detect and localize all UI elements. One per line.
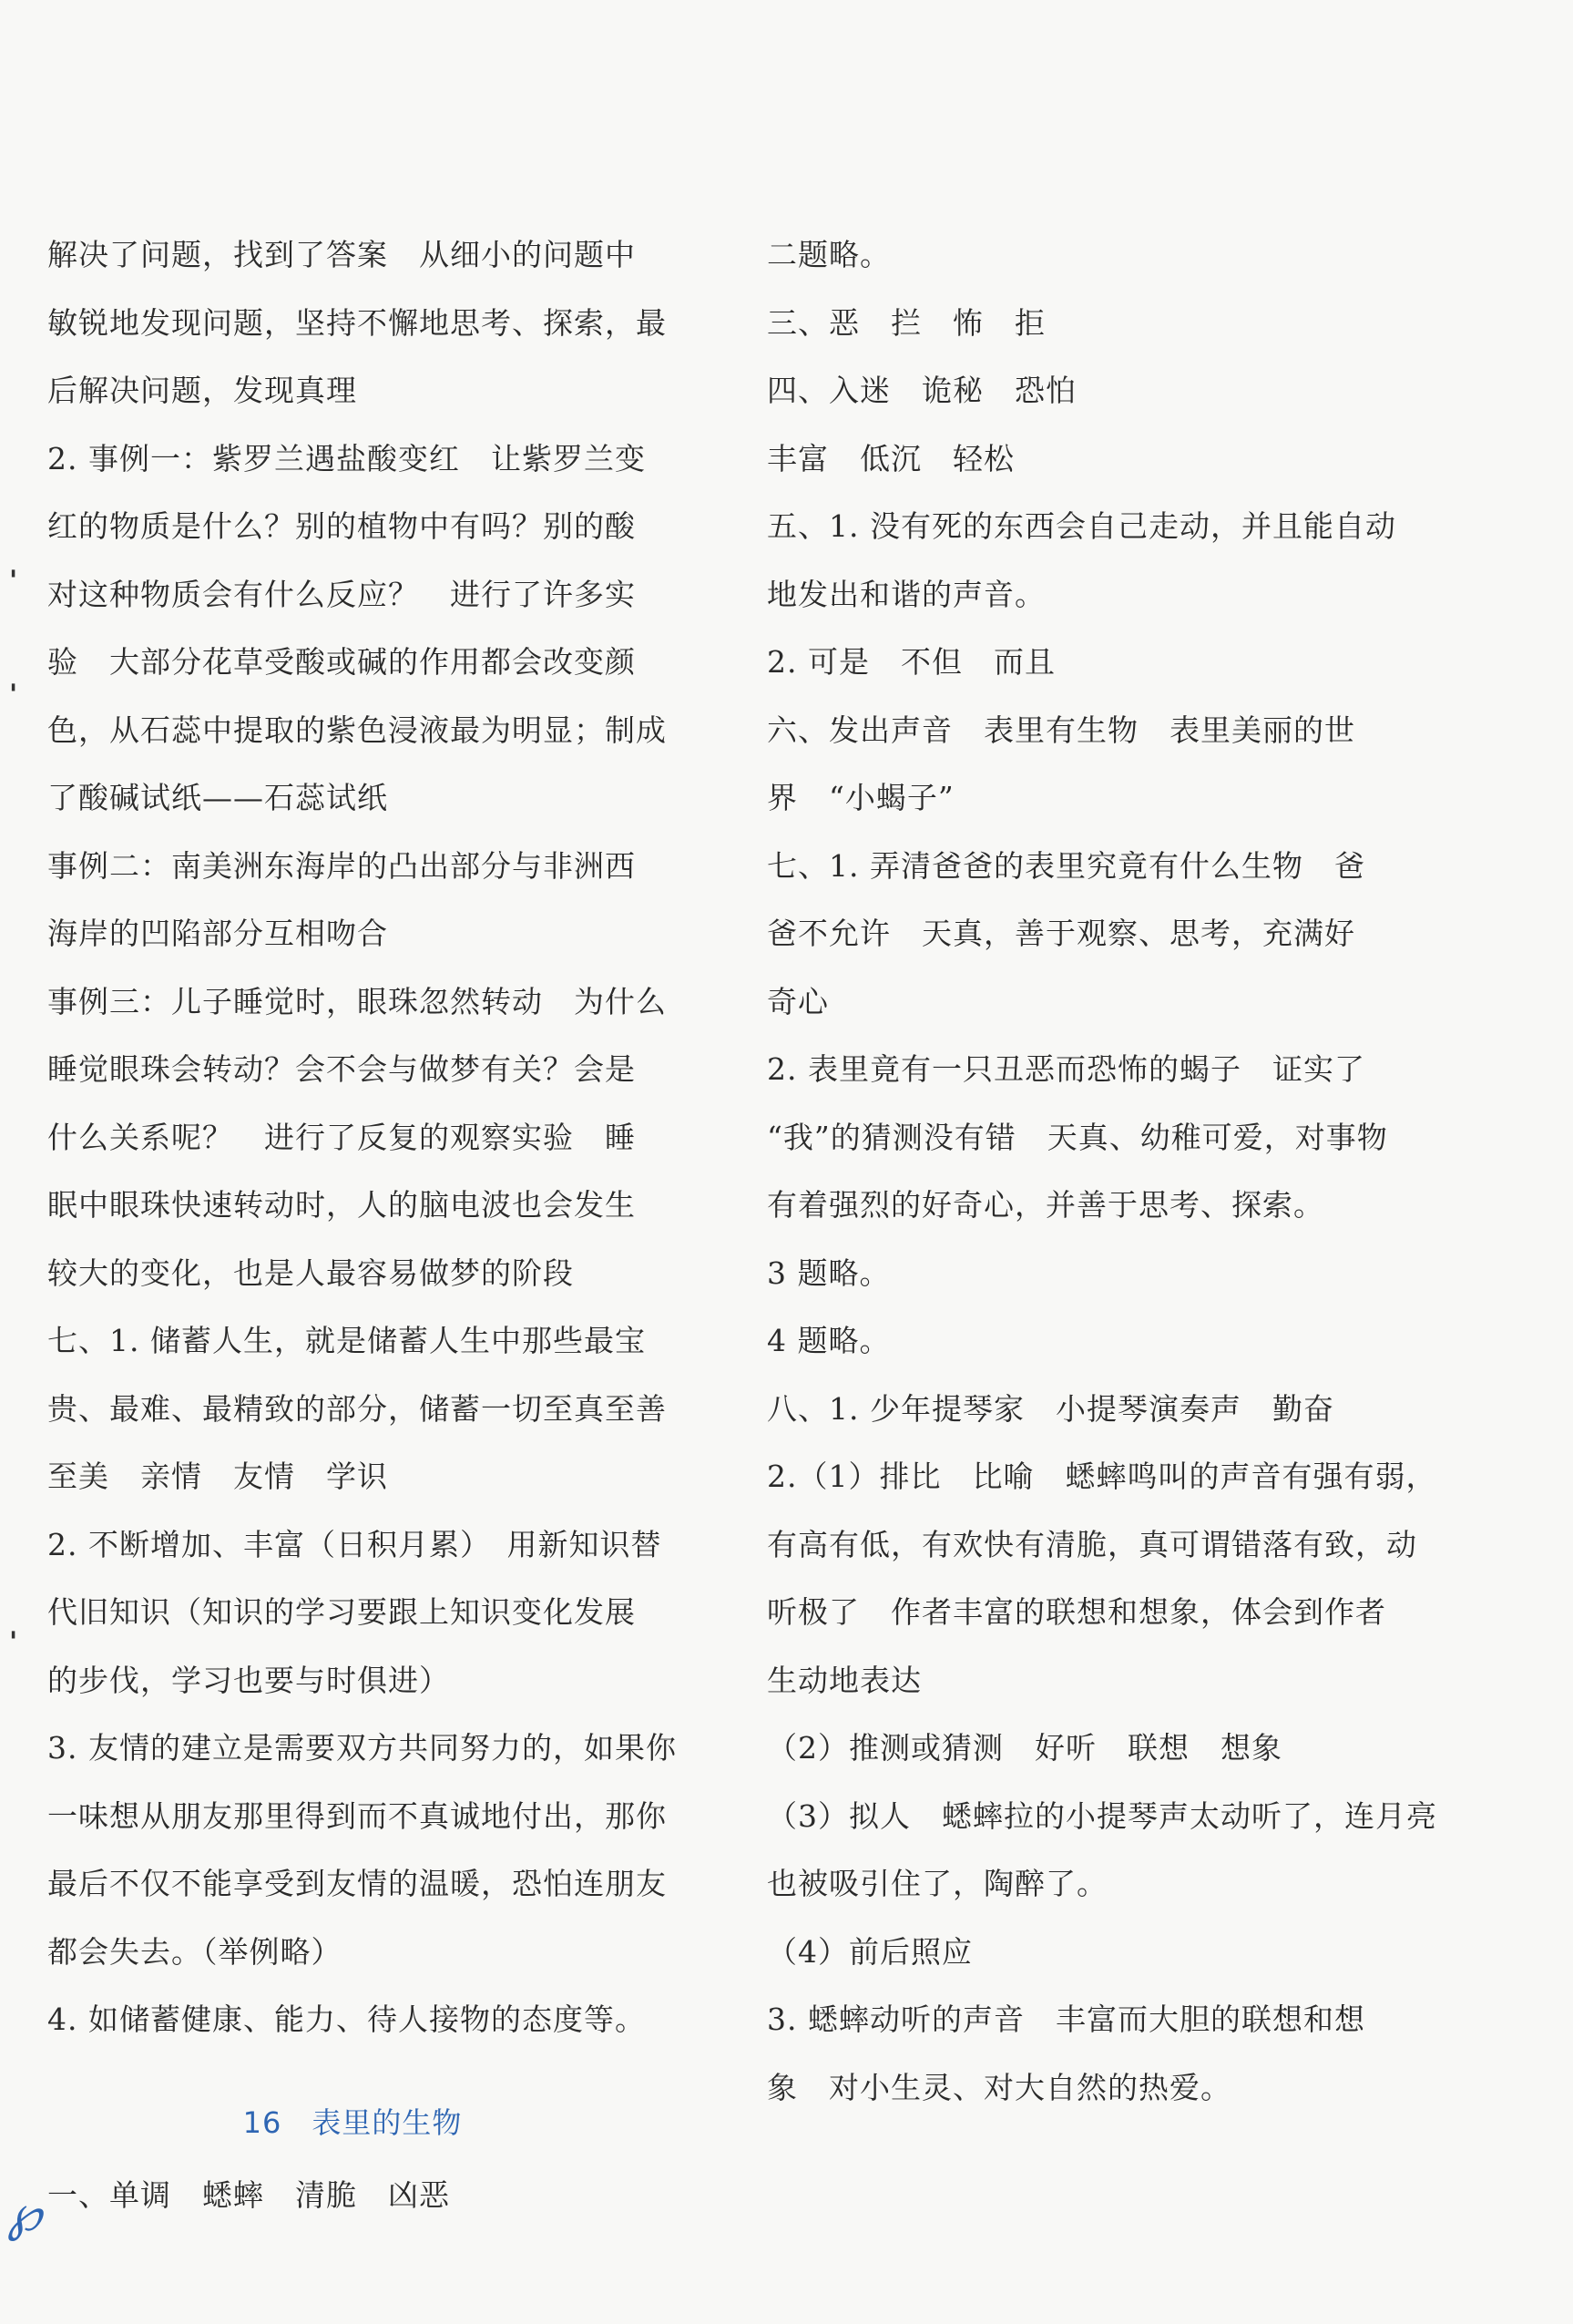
text-line: 睡觉眼珠会转动？会不会与做梦有关？会是 (47, 1051, 636, 1087)
text-line: 3. 蟋蟀动听的声音 丰富而大胆的联想和想 (767, 2002, 1365, 2037)
text-line: 的步伐，学习也要与时俱进） (47, 1662, 450, 1698)
text-line: 4. 如储蓄健康、能力、待人接物的态度等。 (47, 2002, 646, 2037)
text-line: 奇心 (767, 983, 829, 1019)
text-line: 事例三：儿子睡觉时，眼珠忽然转动 为什么 (47, 983, 667, 1019)
margin-mark: ' (9, 565, 18, 597)
text-line: 敏锐地发现问题，坚持不懈地思考、探索，最 (47, 304, 667, 341)
text-line: 丰富 低沉 轻松 (767, 440, 1015, 476)
text-line: （4）前后照应 (767, 1933, 973, 1970)
right-column (767, 221, 1437, 2122)
text-line: 4 题略。 (767, 1323, 891, 1358)
text-line: 海岸的凹陷部分互相吻合 (47, 916, 388, 951)
text-line: 有高有低，有欢快有清脆，真可谓错落有致，动 (767, 1526, 1417, 1562)
text-line: 色，从石蕊中提取的紫色浸液最为明显；制成 (47, 712, 667, 748)
text-line: 地发出和谐的声音。 (767, 576, 1046, 612)
text-line: 听极了 作者丰富的联想和想象，体会到作者 (767, 1594, 1386, 1630)
text-line: 三、恶 拦 怖 拒 (767, 304, 1046, 341)
text-line: 解决了问题，找到了答案 从细小的问题中 (47, 237, 636, 272)
text-line: 代旧知识（知识的学习要跟上知识变化发展 (47, 1594, 636, 1630)
text-line: 七、1. 弄清爸爸的表里究竟有什么生物 爸 (767, 847, 1365, 884)
text-line: 五、1. 没有死的东西会自己走动，并且能自动 (767, 508, 1396, 544)
text-line: （3）拟人 蟋蟀拉的小提琴声太动听了，连月亮 (767, 1797, 1437, 1834)
text-line: 验 大部分花草受酸或碱的作用都会改变颜 (47, 644, 636, 680)
text-line: 界 “小蝎子” (767, 780, 955, 815)
text-line: 也被吸引住了，陶醉了。 (767, 1866, 1108, 1901)
text-line: 3. 友情的建立是需要双方共同努力的，如果你 (47, 1730, 677, 1766)
section-heading: 16 表里的生物 (242, 2104, 463, 2140)
text-line: 红的物质是什么？别的植物中有吗？别的酸 (47, 508, 636, 544)
text-line: 2. 可是 不但 而且 (767, 644, 1056, 680)
text-line: 一、单调 蟋蟀 清脆 凶恶 (47, 2177, 450, 2213)
text-line: 对这种物质会有什么反应？ 进行了许多实 (47, 576, 636, 612)
text-line: 生动地表达 (767, 1662, 922, 1698)
text-line: 3 题略。 (767, 1254, 891, 1291)
text-line: 2. 不断增加、丰富（日积月累） 用新知识替 (47, 1526, 662, 1562)
text-line: 爸不允许 天真，善于观察、思考，充满好 (767, 916, 1355, 951)
text-line: 四、入迷 诡秘 恐怕 (767, 373, 1077, 408)
text-line: 2.（1）排比 比喻 蟋蟀鸣叫的声音有强有弱， (767, 1459, 1437, 1494)
text-line: 最后不仅不能享受到友情的温暖，恐怕连朋友 (47, 1866, 667, 1901)
text-line: 贵、最难、最精致的部分，储蓄一切至真至善 (47, 1390, 667, 1427)
text-line: （2）推测或猜测 好听 联想 想象 (767, 1730, 1282, 1766)
text-line: 什么关系呢？ 进行了反复的观察实验 睡 (47, 1119, 636, 1155)
text-line: 后解决问题，发现真理 (47, 373, 357, 408)
text-line: 2. 事例一：紫罗兰遇盐酸变红 让紫罗兰变 (47, 440, 646, 476)
swirl-logo-icon: ℘ (7, 2185, 42, 2242)
text-line: 八、1. 少年提琴家 小提琴演奏声 勤奋 (767, 1390, 1334, 1427)
margin-mark: ' (9, 1626, 18, 1658)
text-line: “我”的猜测没有错 天真、幼稚可爱，对事物 (767, 1119, 1388, 1155)
text-line: 象 对小生灵、对大自然的热爱。 (767, 2069, 1231, 2105)
text-line: 至美 亲情 友情 学识 (47, 1459, 388, 1494)
text-line: 一味想从朋友那里得到而不真诚地付出，那你 (47, 1797, 667, 1834)
text-line: 都会失去。（举例略） (47, 1933, 342, 1970)
text-line: 有着强烈的好奇心，并善于思考、探索。 (767, 1187, 1324, 1223)
left-column (47, 221, 677, 2230)
text-line: 2. 表里竟有一只丑恶而恐怖的蝎子 证实了 (767, 1051, 1365, 1087)
text-line: 六、发出声音 表里有生物 表里美丽的世 (767, 712, 1355, 748)
text-line: 眠中眼珠快速转动时，人的脑电波也会发生 (47, 1187, 636, 1223)
text-line: 事例二：南美洲东海岸的凸出部分与非洲西 (47, 847, 636, 884)
text-line: 较大的变化，也是人最容易做梦的阶段 (47, 1254, 574, 1291)
text-line: 七、1. 储蓄人生，就是储蓄人生中那些最宝 (47, 1323, 646, 1358)
text-line: 了酸碱试纸——石蕊试纸 (47, 780, 388, 815)
text-line: 二题略。 (767, 237, 891, 272)
margin-mark: ' (9, 679, 18, 711)
